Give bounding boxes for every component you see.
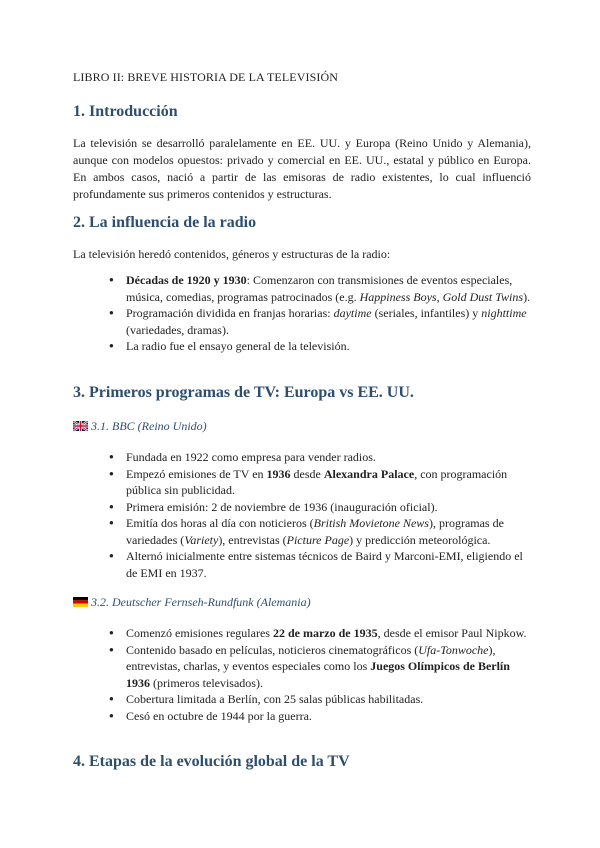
subsection-heading-bbc: 3.1. BBC (Reino Unido)	[73, 419, 207, 435]
radio-intro-paragraph: La televisión heredó contenidos, géneros y estructuras de la radio:	[73, 247, 391, 261]
section-heading-introduccion: 1. Introducción	[73, 103, 178, 120]
germany-flag-icon	[73, 596, 88, 611]
list-item: ● La radio fue el ensayo general de la televisión.	[92, 338, 532, 355]
list-item: ● Décadas de 1920 y 1930: Comenzaron con transmisiones de eventos especiales, música, comedias, programas patrocinados (e.g. Happiness Boys, Gold Dust Twins).	[92, 272, 532, 305]
list-item: ● Empezó emisiones de TV en 1936 desde Alexandra Palace, con programación pública sin publicidad.	[92, 466, 532, 499]
list-item: ● Programación dividida en franjas horarias: daytime (seriales, infantiles) y nighttime (variedades, dramas).	[92, 305, 532, 338]
book-title: LIBRO II: BREVE HISTORIA DE LA TELEVISIÓN	[73, 70, 338, 84]
subsection-heading-alemania: 3.2. Deutscher Fernseh-Rundfunk (Alemania)	[73, 595, 311, 611]
list-item: ● Primera emisión: 2 de noviembre de 1936 (inauguración oficial).	[92, 499, 532, 516]
bbc-bullet-list	[92, 449, 532, 581]
section-heading-etapas: 4. Etapas de la evolución global de la TV	[73, 753, 350, 770]
section-heading-radio: 2. La influencia de la radio	[73, 214, 257, 231]
list-item: ● Contenido basado en películas, noticieros cinematográficos (Ufa-Tonwoche), entrevistas, charlas, y eventos especiales como los Juegos Olímpicos de Berlín 1936 (primeros televisados).	[92, 642, 532, 692]
intro-paragraph: La televisión se desarrolló paralelamente en EE. UU. y Europa (Reino Unido y Alemania), aunque con modelos opuestos: privado y comercial en EE. UU., estatal y público en Europa. En ambos casos, nació a partir de las emisoras de radio existentes, lo cual influenció profundamente sus primeros contenidos y estructuras.	[73, 136, 531, 201]
list-item: ● Emitía dos horas al día con noticieros (British Movietone News), programas de variedades (Variety), entrevistas (Picture Page) y predicción meteorológica.	[92, 515, 532, 548]
list-item: ● Fundada en 1922 como empresa para vender radios.	[92, 449, 532, 466]
list-item: ● Comenzó emisiones regulares 22 de marzo de 1935, desde el emisor Paul Nipkow.	[92, 625, 532, 642]
section-heading-primeros-programas: 3. Primeros programas de TV: Europa vs EE. UU.	[73, 384, 414, 401]
uk-flag-icon	[73, 420, 88, 435]
list-item: ● Cesó en octubre de 1944 por la guerra.	[92, 708, 532, 725]
list-item: ● Cobertura limitada a Berlín, con 25 salas públicas habilitadas.	[92, 691, 532, 708]
alemania-bullet-list	[92, 625, 532, 724]
radio-bullet-list	[92, 272, 532, 355]
list-item: ● Alternó inicialmente entre sistemas técnicos de Baird y Marconi-EMI, eligiendo el de EMI en 1937.	[92, 548, 532, 581]
